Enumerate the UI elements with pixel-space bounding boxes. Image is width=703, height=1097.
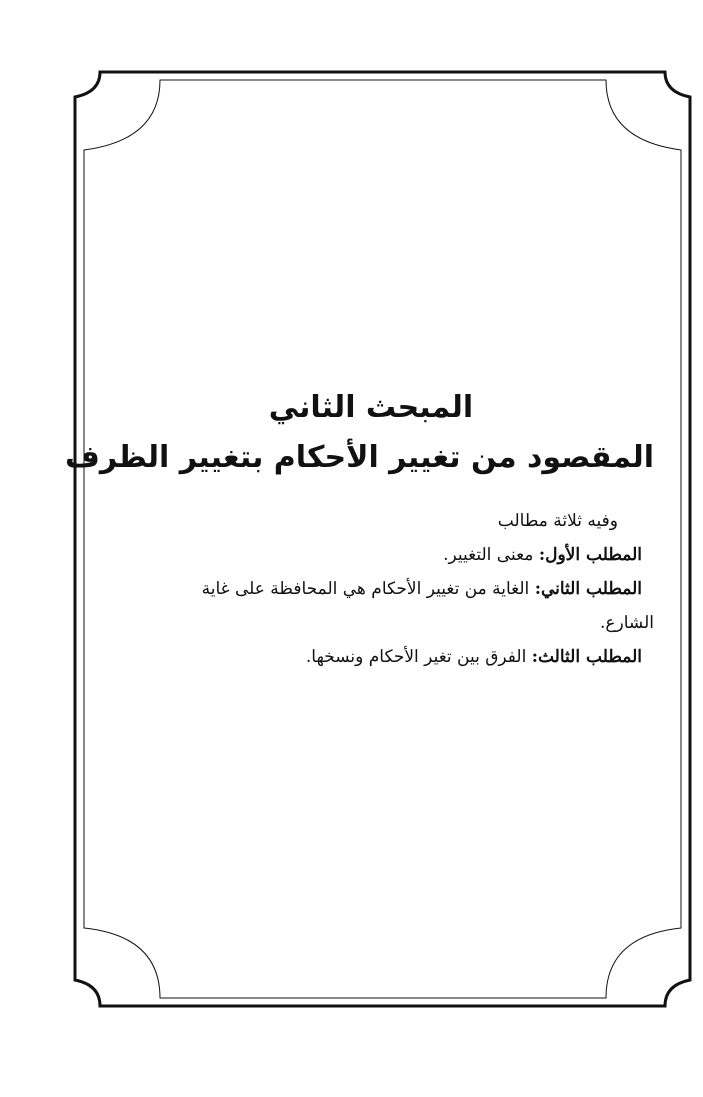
item-label: المطلب الثالث: — [531, 647, 642, 667]
item-text: الغاية من تغيير الأحكام هي المحافظة على غاية — [201, 579, 535, 599]
item-text: معنى التغيير. — [443, 545, 539, 565]
list-item — [443, 542, 642, 568]
heading-line-2: المقصود من تغيير الأحكام بتغيير الظرف — [65, 440, 654, 475]
outer-frame — [65, 72, 690, 1006]
item-label: المطلب الأول: — [538, 545, 642, 565]
heading-line-1: المبحث الثاني — [268, 390, 474, 425]
inner-frame — [65, 80, 681, 998]
item-text: الفرق بين تغير الأحكام ونسخها. — [305, 647, 532, 667]
item-text-continuation: الشارع. — [599, 613, 654, 633]
list-item — [306, 644, 642, 670]
item-label: المطلب الثاني: — [534, 579, 642, 599]
list-item — [202, 576, 642, 602]
intro-text: وفيه ثلاثة مطالب — [497, 511, 618, 531]
